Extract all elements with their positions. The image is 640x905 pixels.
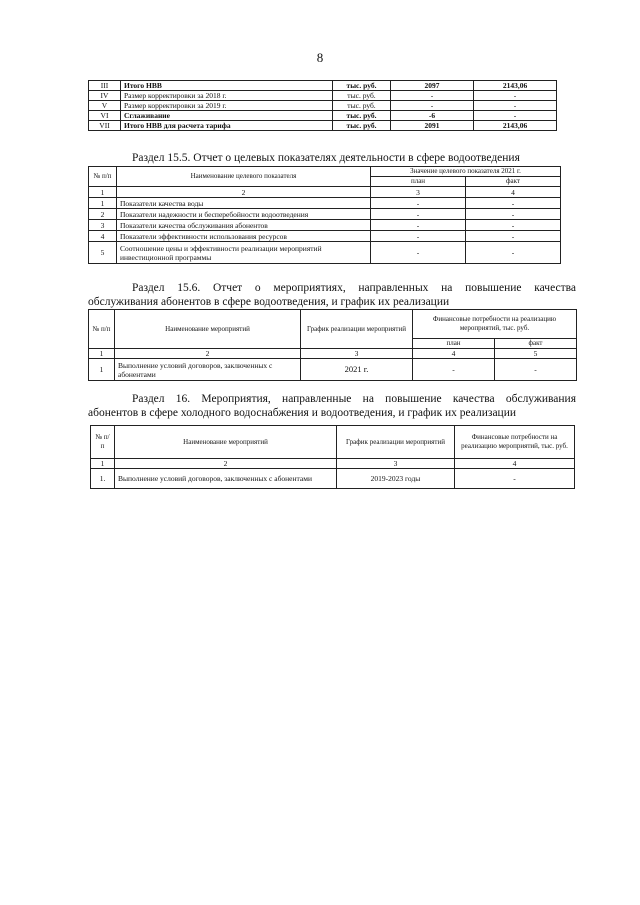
- service-measures-table: [88, 309, 577, 381]
- index-cell: 3: [337, 459, 455, 469]
- index-cell: 2: [117, 187, 371, 198]
- row-schedule: 2019-2023 годы: [337, 469, 455, 489]
- row-value-1: 2097: [391, 81, 474, 91]
- row-unit: тыс. руб.: [333, 101, 391, 111]
- row-fact: -: [495, 359, 577, 381]
- section-15-5-title: Раздел 15.5. Отчет о целевых показателях деятельности в сфере водоотведения: [132, 152, 520, 164]
- row-unit: тыс. руб.: [333, 91, 391, 101]
- cold-water-measures-table: [90, 425, 575, 489]
- row-fact: -: [466, 220, 561, 231]
- row-indicator-name: Показатели надежности и бесперебойности водоотведения: [117, 209, 371, 220]
- table-row: [89, 81, 557, 91]
- section-16-title-line2: абонентов в сфере холодного водоснабжения и водоотведения, и график их реализации: [88, 407, 517, 419]
- index-cell: 1: [91, 459, 115, 469]
- index-cell: 1: [89, 187, 117, 198]
- row-unit: тыс. руб.: [333, 121, 391, 131]
- row-plan: -: [371, 198, 466, 209]
- row-num: 2: [89, 209, 117, 220]
- header-financial-needs: Финансовые потребности на реализацию мероприятий, тыс. руб.: [413, 310, 577, 339]
- header-num: № п/п: [89, 310, 115, 349]
- row-value-2: 2143,06: [474, 121, 557, 131]
- table-row: [89, 209, 561, 220]
- row-num: 1.: [91, 469, 115, 489]
- target-indicators-table: [88, 166, 561, 264]
- page-number: 8: [316, 50, 324, 65]
- row-plan: -: [371, 242, 466, 264]
- table-row: [89, 198, 561, 209]
- nvv-table: [88, 80, 557, 131]
- section-16-title-line1: Раздел 16. Мероприятия, направленные на повышение качества обслуживания: [132, 393, 576, 405]
- row-unit: тыс. руб.: [333, 81, 391, 91]
- row-indicator-name: Показатели качества воды: [117, 198, 371, 209]
- row-name: Итого НВВ для расчета тарифа: [121, 121, 333, 131]
- row-value-2: -: [474, 101, 557, 111]
- header-measure-name: Наименование мероприятий: [115, 310, 301, 349]
- row-num: 5: [89, 242, 117, 264]
- row-num: IV: [89, 91, 121, 101]
- index-cell: 5: [495, 349, 577, 359]
- header-num: № п/п: [89, 167, 117, 187]
- header-fact: факт: [495, 339, 577, 349]
- table-row: [89, 359, 577, 381]
- header-measure-name: Наименование мероприятий: [115, 426, 337, 459]
- row-fact: -: [466, 231, 561, 242]
- row-value-1: -6: [391, 111, 474, 121]
- row-indicator-name: Показатели эффективности использования ресурсов: [117, 231, 371, 242]
- header-num: № п/п: [91, 426, 115, 459]
- header-indicator-value: Значение целевого показателя 2021 г.: [371, 167, 561, 177]
- row-indicator-name: Показатели качества обслуживания абонентов: [117, 220, 371, 231]
- row-num: 1: [89, 359, 115, 381]
- header-financial-needs: Финансовые потребности на реализацию мероприятий, тыс. руб.: [455, 426, 575, 459]
- index-cell: 4: [413, 349, 495, 359]
- row-financial-needs: -: [455, 469, 575, 489]
- row-fact: -: [466, 209, 561, 220]
- row-value-2: -: [474, 111, 557, 121]
- table-row: [89, 220, 561, 231]
- header-schedule: График реализации мероприятий: [337, 426, 455, 459]
- row-value-1: -: [391, 91, 474, 101]
- row-value-1: -: [391, 101, 474, 111]
- row-num: III: [89, 81, 121, 91]
- row-measure-name: Выполнение условий договоров, заключенных с абонентами: [115, 359, 301, 381]
- index-cell: 2: [115, 349, 301, 359]
- header-fact: факт: [466, 177, 561, 187]
- row-plan: -: [371, 220, 466, 231]
- index-cell: 2: [115, 459, 337, 469]
- row-name: Размер корректировки за 2018 г.: [121, 91, 333, 101]
- header-schedule: График реализации мероприятий: [301, 310, 413, 349]
- row-value-2: 2143,06: [474, 81, 557, 91]
- table-row: [89, 91, 557, 101]
- row-name: Итого НВВ: [121, 81, 333, 91]
- row-num: 3: [89, 220, 117, 231]
- row-plan: -: [413, 359, 495, 381]
- table-row: [91, 469, 575, 489]
- header-plan: план: [413, 339, 495, 349]
- header-plan: план: [371, 177, 466, 187]
- index-cell: 4: [455, 459, 575, 469]
- row-fact: -: [466, 242, 561, 264]
- row-fact: -: [466, 198, 561, 209]
- row-name: Сглаживание: [121, 111, 333, 121]
- row-num: VI: [89, 111, 121, 121]
- table-row: [89, 121, 557, 131]
- index-cell: 3: [301, 349, 413, 359]
- row-value-2: -: [474, 91, 557, 101]
- row-measure-name: Выполнение условий договоров, заключенных с абонентами: [115, 469, 337, 489]
- index-cell: 4: [466, 187, 561, 198]
- row-num: VII: [89, 121, 121, 131]
- table-row: [89, 101, 557, 111]
- row-name: Размер корректировки за 2019 г.: [121, 101, 333, 111]
- index-cell: 3: [371, 187, 466, 198]
- header-indicator-name: Наименование целевого показателя: [117, 167, 371, 187]
- row-unit: тыс. руб.: [333, 111, 391, 121]
- row-num: 4: [89, 231, 117, 242]
- table-row: [89, 242, 561, 264]
- section-15-6-title-line1: Раздел 15.6. Отчет о мероприятиях, направленных на повышение качества: [132, 282, 576, 294]
- table-row: [89, 111, 557, 121]
- row-num: V: [89, 101, 121, 111]
- row-indicator-name: Соотношение цены и эффективности реализации мероприятий инвестиционной программы: [117, 242, 371, 264]
- table-row: [89, 231, 561, 242]
- row-schedule: 2021 г.: [301, 359, 413, 381]
- row-plan: -: [371, 231, 466, 242]
- row-num: 1: [89, 198, 117, 209]
- index-cell: 1: [89, 349, 115, 359]
- section-15-6-title-line2: обслуживания абонентов в сфере водоотведения, и график их реализации: [88, 296, 450, 308]
- row-plan: -: [371, 209, 466, 220]
- row-value-1: 2091: [391, 121, 474, 131]
